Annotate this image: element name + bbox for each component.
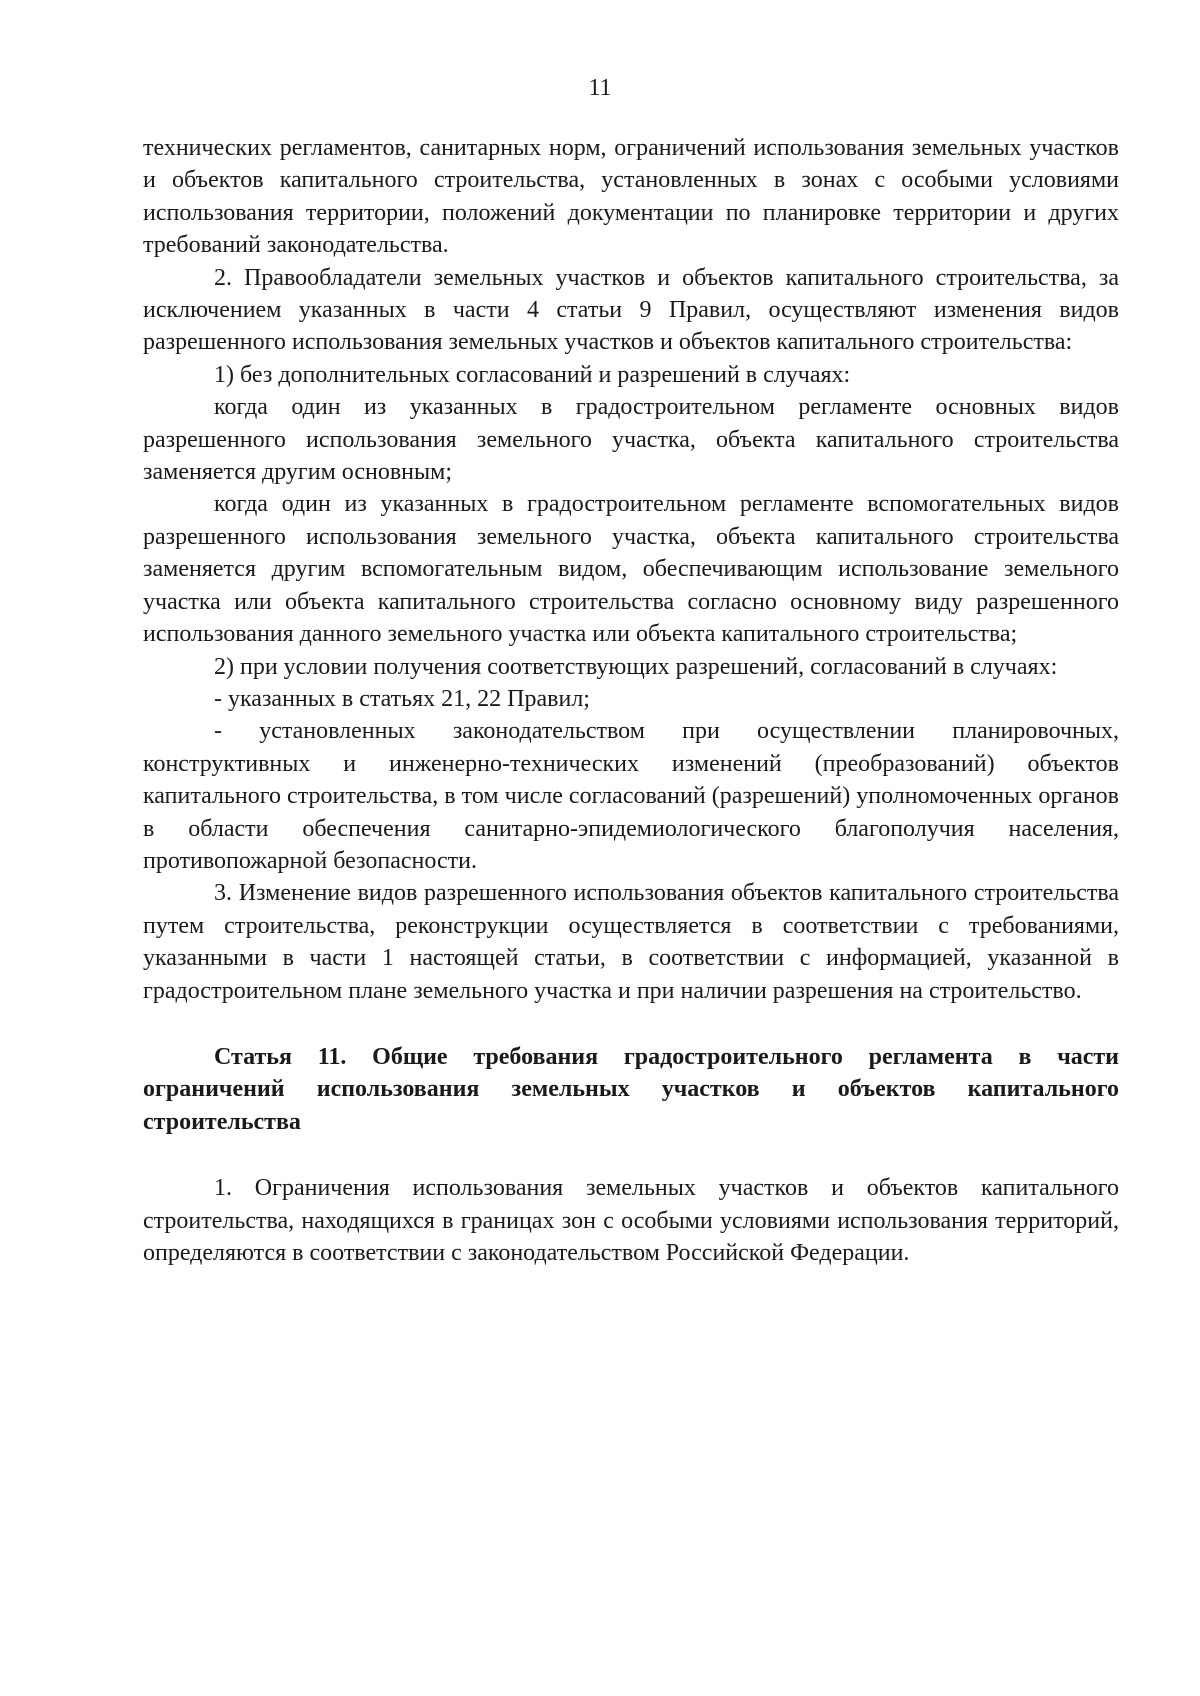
paragraph-dash-legislation: - установленных законодательством при осуществлении планировочных, конструктивных и инженерно-технических изменений (преобразований) объектов капитального строительства, в том числе согласований (разрешений) уполномоченных органов в области обеспечения санитарно-эпидемиологического благополучия населения, противопожарной безопасности. (143, 718, 1119, 874)
paragraph-dash-articles: - указанных в статьях 21, 22 Правил; (214, 685, 590, 712)
paragraph-continuation: технических регламентов, санитарных норм, ограничений использования земельных участков и объектов капитального строительства, установленных в зонах с особыми условиями использования территории, положений документации по планировке территории и других требований законодательства. (143, 135, 1119, 259)
paragraph-item-3: 3. Изменение видов разрешенного использования объектов капитального строительства путем строительства, реконструкции осуществляется в соответствии с требованиями, указанными в части 1 настоящей статьи, в соответствии с информацией, указанной в градостроительном плане земельного участка и при наличии разрешения на строительство. (143, 880, 1119, 1004)
paragraph-subitem-2: 2) при условии получения соответствующих разрешений, согласований в случаях: (214, 653, 1058, 680)
paragraph-subitem-1: 1) без дополнительных согласований и разрешений в случаях: (214, 361, 851, 388)
page-number: 11 (588, 75, 612, 101)
document-body (143, 132, 1119, 1269)
article-paragraph-1: 1. Ограничения использования земельных участков и объектов капитального строительства, находящихся в границах зон с особыми условиями использования территорий, определяются в соответствии с законодательством Российской Федерации. (143, 1175, 1119, 1266)
paragraph-item-2: 2. Правообладатели земельных участков и объектов капитального строительства, за исключением указанных в части 4 статьи 9 Правил, осуществляют изменения видов разрешенного использования земельных участков и объектов капитального строительства: (143, 264, 1119, 356)
article-heading: Статья 11. Общие требования градостроительного регламента в части ограничений использования земельных участков и объектов капитального строительства (143, 1043, 1119, 1135)
paragraph-case-auxiliary: когда один из указанных в градостроительном регламенте вспомогательных видов разрешенного использования земельного участка, объекта капитального строительства заменяется другим вспомогательным видом, обеспечивающим использование земельного участка или объекта капитального строительства согласно основному виду разрешенного использования данного земельного участка или объекта капитального строительства; (143, 491, 1119, 648)
paragraph-case-main: когда один из указанных в градостроительном регламенте основных видов разрешенного использования земельного участка, объекта капитального строительства заменяется другим основным; (143, 394, 1119, 486)
